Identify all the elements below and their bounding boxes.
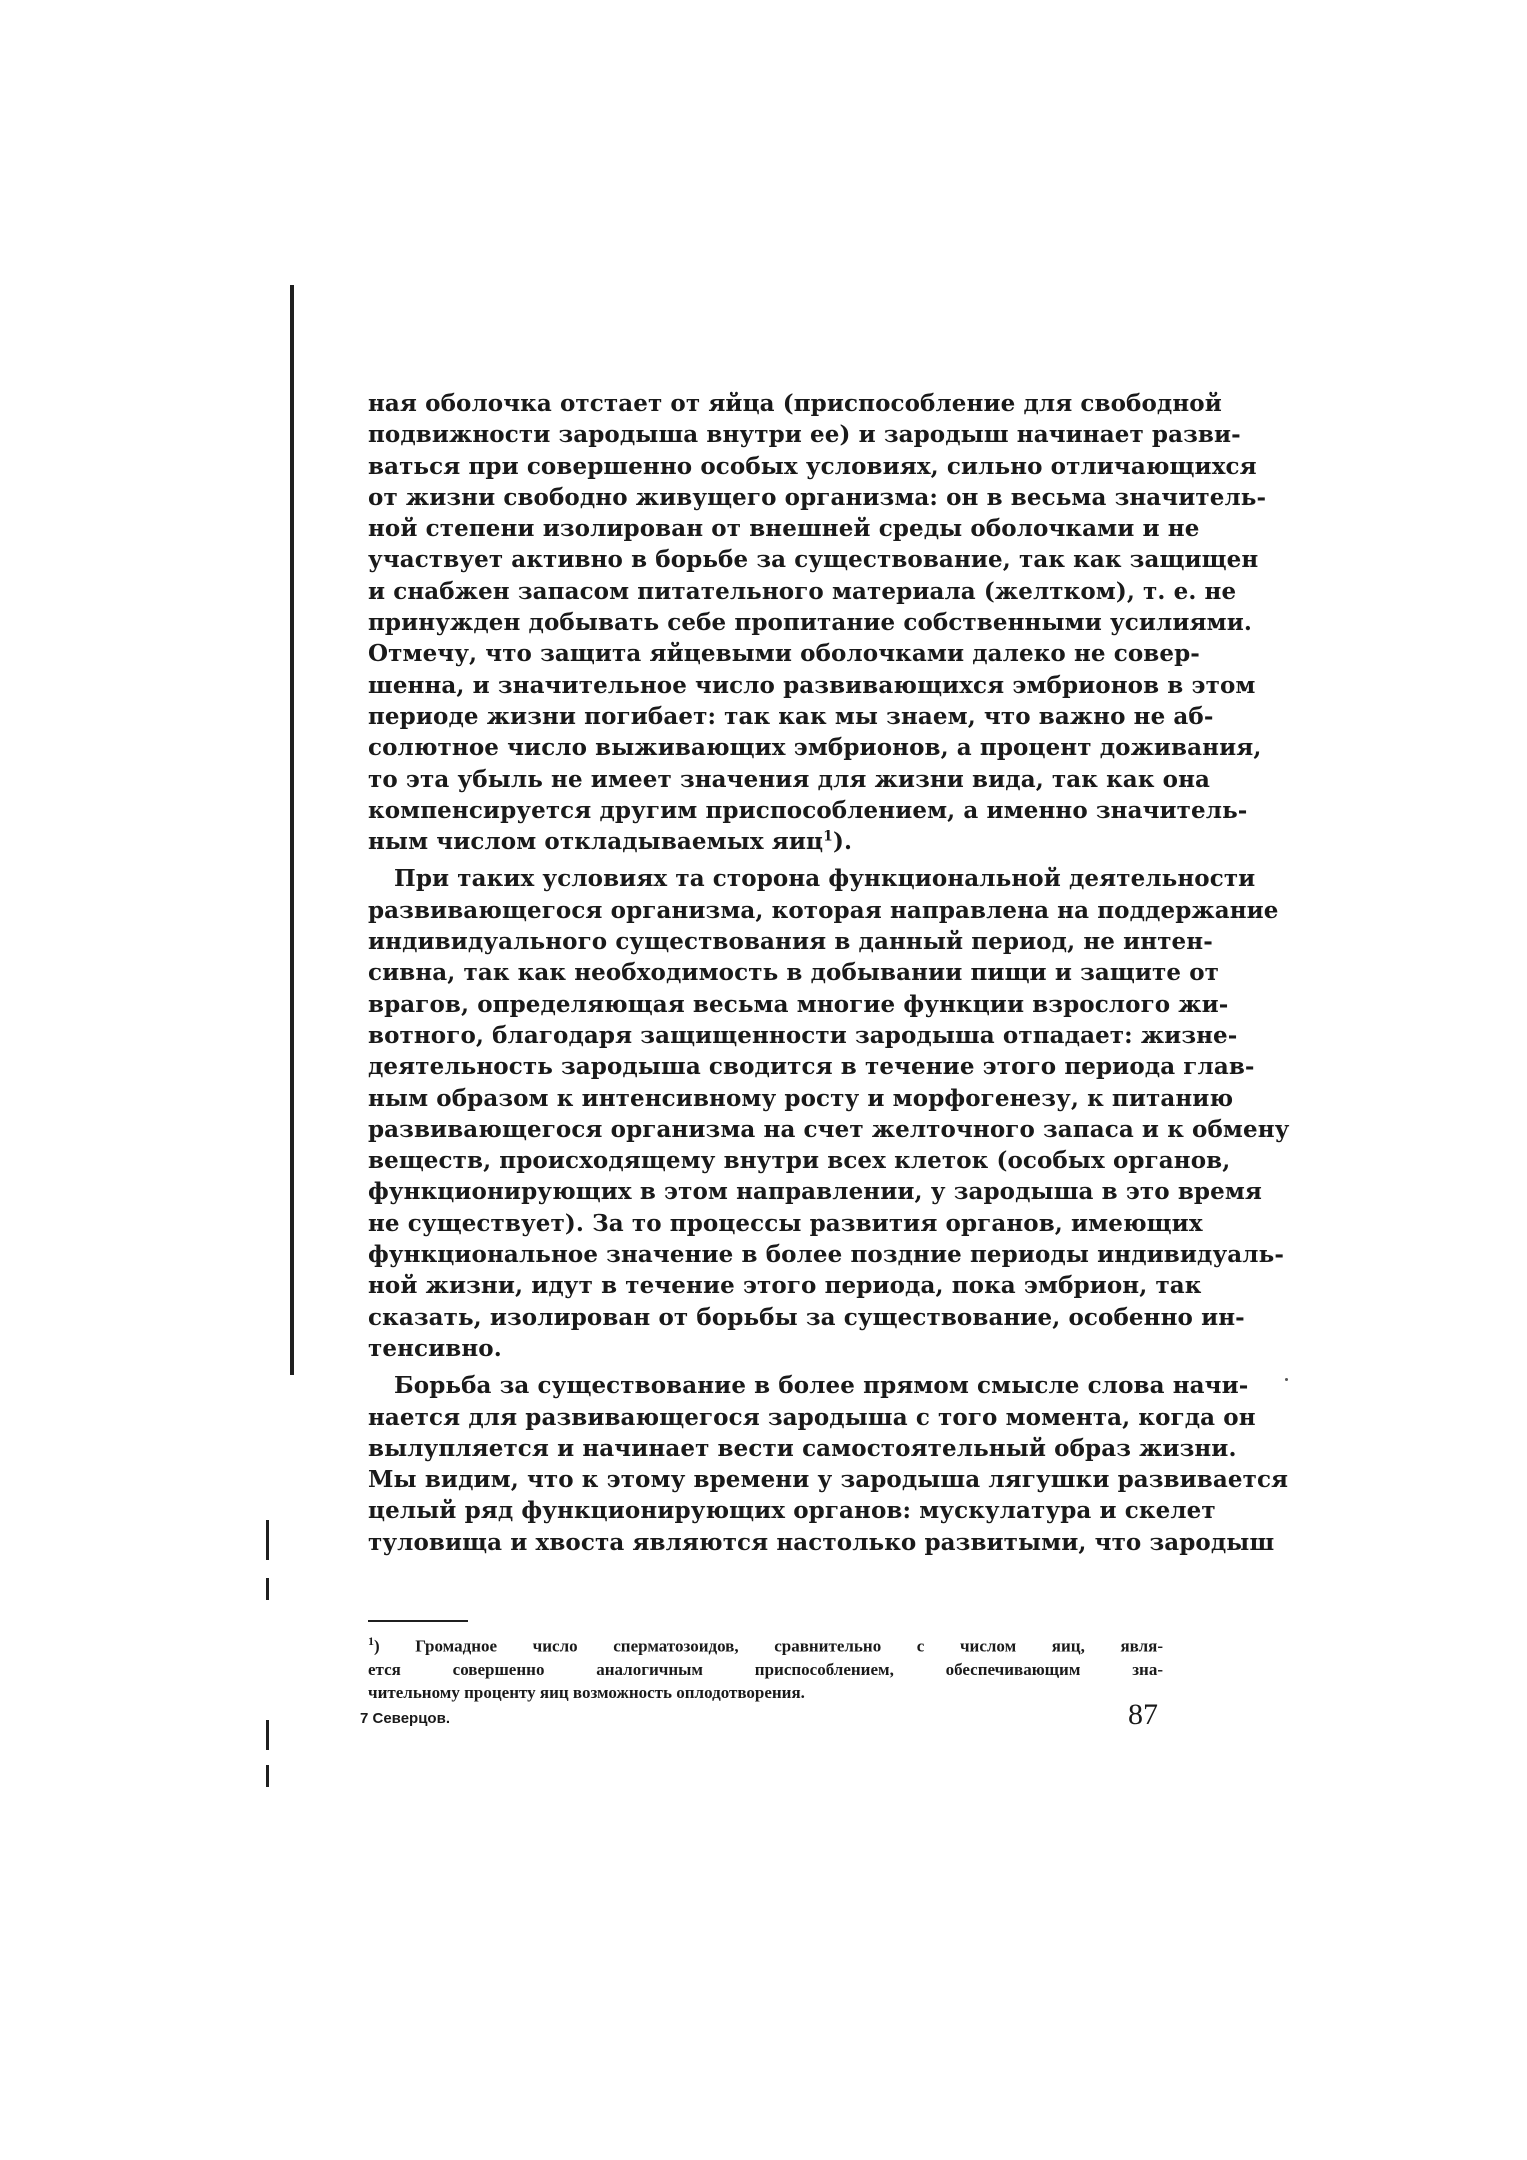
text-line: функциональное значение в более поздние периоды индивидуаль- xyxy=(368,1241,1284,1269)
binding-mark xyxy=(266,1765,269,1787)
footnote xyxy=(368,1630,1163,1704)
binding-mark xyxy=(266,1520,269,1560)
text-line: индивидуального существования в данный период, не интен- xyxy=(368,928,1213,956)
text-line: При таких условиях та сторона функциональной деятельности xyxy=(394,865,1256,893)
text-line: вылупляется и начинает вести самостоятельный образ жизни. xyxy=(368,1434,1237,1462)
page-number: 87 xyxy=(1128,1698,1158,1731)
text-line: ваться при совершенно особых условиях, сильно отличающихся xyxy=(368,452,1257,480)
text-line: сивна, так как необходимость в добывании пищи и защите от xyxy=(368,959,1220,987)
text-line: ным числом откладываемых яиц xyxy=(368,828,824,856)
text-line: и снабжен запасом питательного материала (желтком), т. е. не xyxy=(368,577,1237,605)
text-line: от жизни свободно живущего организма: он в весьма значитель- xyxy=(368,483,1267,511)
text-line: сказать, изолирован от борьбы за существование, особенно ин- xyxy=(368,1303,1245,1331)
text-line: подвижности зародыша внутри ее) и зародыш начинает разви- xyxy=(368,421,1241,449)
binding-mark xyxy=(266,1578,269,1600)
text-line: участвует активно в борьбе за существование, так как защищен xyxy=(368,546,1259,574)
text-line: шенна, и значительное число развивающихся эмбрионов в этом xyxy=(368,671,1256,699)
text-line: Отмечу, что защита яйцевыми оболочками далеко не совер- xyxy=(368,640,1200,668)
footnote-line xyxy=(368,1630,1163,1658)
footnote-line: чительному проценту яиц возможность оплодотворения. xyxy=(368,1682,805,1702)
text-line: ным образом к интенсивному росту и морфогенезу, к питанию xyxy=(368,1084,1234,1112)
text-line: ная оболочка отстает от яйца (приспособление для свободной xyxy=(368,390,1222,417)
text-line: Борьба за существование в более прямом смысле слова начи- xyxy=(394,1372,1249,1400)
text-line: то эта убыль не имеет значения для жизни вида, так как она xyxy=(368,765,1211,793)
body-text xyxy=(368,388,1290,1558)
footnote-line: ется совершенно аналогичным приспособлением, обеспечивающим зна- xyxy=(368,1659,1163,1679)
text-line: периоде жизни погибает: так как мы знаем, что важно не аб- xyxy=(368,702,1214,730)
text-line: нается для развивающегося зародыша с того момента, когда он xyxy=(368,1403,1256,1431)
text-line-with-footnote xyxy=(368,826,1163,857)
text-line: тенсивно. xyxy=(368,1334,502,1362)
text-line: компенсируется другим приспособлением, а именно значитель- xyxy=(368,796,1248,824)
text-line: ной степени изолирован от внешней среды оболочками и не xyxy=(368,515,1200,543)
footnote-text: ) Громадное число сперматозоидов, сравнительно с числом яиц, явля- xyxy=(374,1636,1163,1656)
binding-mark xyxy=(266,1720,269,1750)
text-line: ной жизни, идут в течение этого периода, пока эмбрион, так xyxy=(368,1272,1202,1300)
binding-edge-line xyxy=(290,285,294,1375)
paragraph-3 xyxy=(368,1370,1289,1558)
footnote-reference[interactable]: 1 xyxy=(823,828,833,845)
text-line: врагов, определяющая весьма многие функции взрослого жи- xyxy=(368,990,1229,1018)
paragraph-1 xyxy=(368,388,1267,857)
scan-speck xyxy=(1285,1378,1288,1381)
text-line: развивающегося организма, которая направлена на поддержание xyxy=(368,896,1279,924)
text-line: не существует). За то процессы развития органов, имеющих xyxy=(368,1209,1203,1237)
text-line: функционирующих в этом направлении, у зародыша в это время xyxy=(368,1178,1262,1206)
text-line: развивающегося организма на счет желточного запаса и к обмену xyxy=(368,1115,1290,1143)
text-line: солютное число выживающих эмбрионов, а процент доживания, xyxy=(368,734,1262,762)
text-line: туловища и хвоста являются настолько развитыми, что зародыш xyxy=(368,1528,1275,1556)
footnote-divider xyxy=(368,1620,468,1622)
text-line: деятельность зародыша сводится в течение этого периода глав- xyxy=(368,1053,1255,1081)
text-line: вотного, благодаря защищенности зародыша отпадает: жизне- xyxy=(368,1021,1238,1049)
text-line: Мы видим, что к этому времени у зародыша лягушки развивается xyxy=(368,1466,1289,1494)
footnote-marker: 1 xyxy=(368,1634,374,1648)
text-line: веществ, происходящему внутри всех клеток (особых органов, xyxy=(368,1147,1231,1175)
text-line: принужден добывать себе пропитание собственными усилиями. xyxy=(368,609,1252,637)
text-line: целый ряд функционирующих органов: мускулатура и скелет xyxy=(368,1497,1216,1525)
paragraph-2 xyxy=(368,863,1290,1364)
signature-mark: 7 Северцов. xyxy=(360,1710,450,1727)
text-line-tail: ). xyxy=(832,828,853,856)
